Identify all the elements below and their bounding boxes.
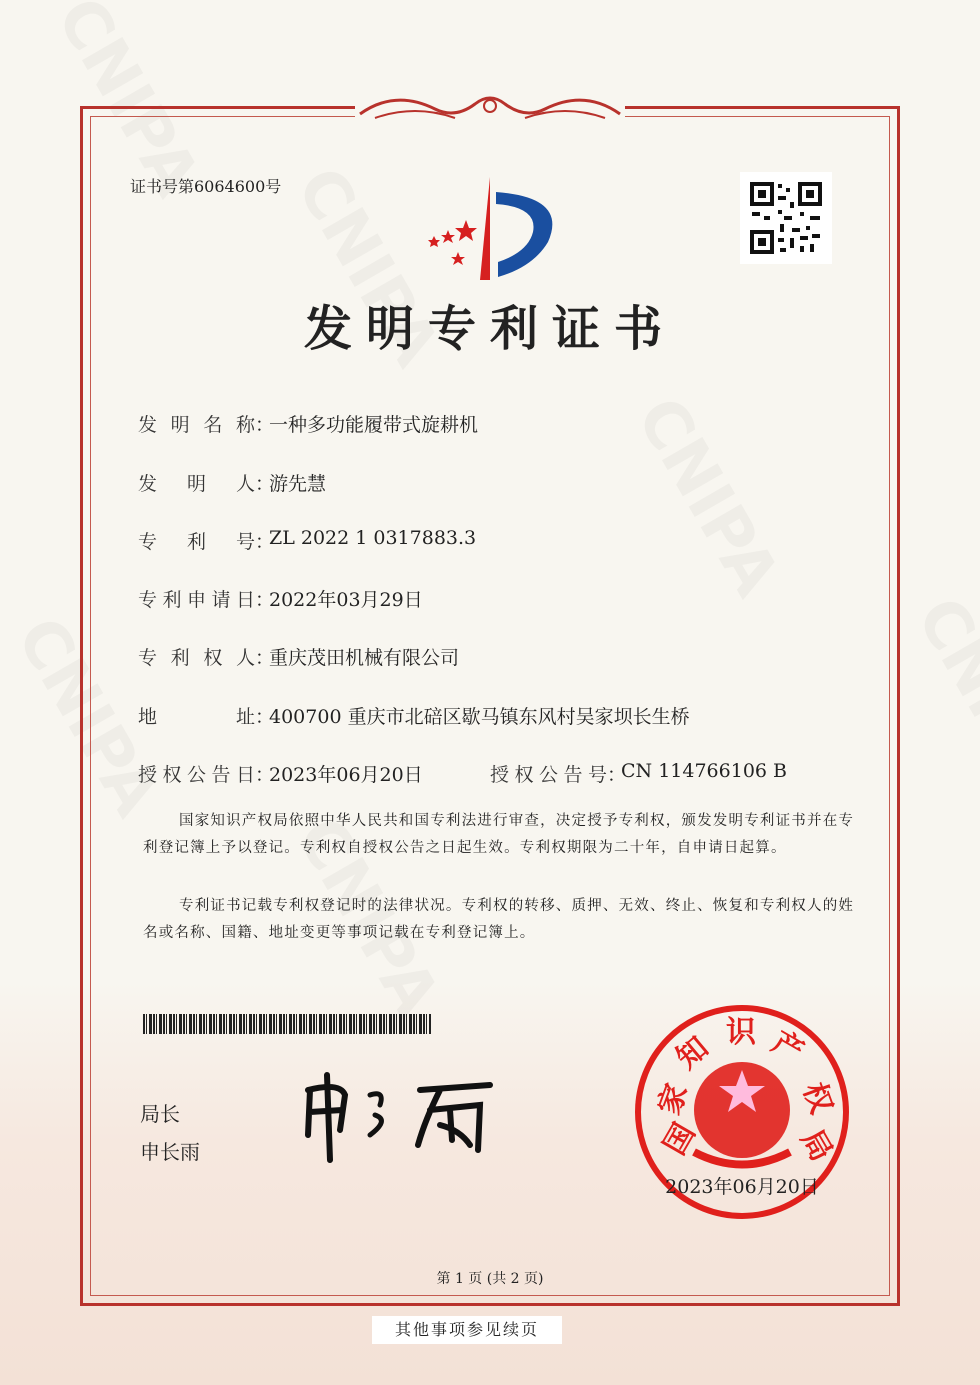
field-patentee [138, 643, 459, 670]
colon: ： [607, 764, 627, 786]
director-name: 申长雨 [140, 1140, 200, 1164]
field-label: 专利申请日 [138, 589, 255, 611]
field-value: 2022年03月29日 [269, 589, 423, 611]
field-label: 地址 [138, 706, 255, 728]
certificate-number: 证书号第6064600号 [130, 177, 282, 196]
field-value: 一种多功能履带式旋耕机 [269, 414, 479, 436]
svg-text:产: 产 [765, 1024, 810, 1070]
colon: ： [255, 764, 275, 786]
legal-paragraph-1: 国家知识产权局依照中华人民共和国专利法进行审查，决定授予专利权，颁发发明专利证书并在专利登记簿上予以登记。专利权自授权公告之日起生效。专利权期限为二十年，自申请日起算。 [143, 813, 855, 856]
page-number: 第 1 页 (共 2 页) [436, 1271, 544, 1287]
field-address [138, 702, 690, 729]
field-invention-name [138, 410, 478, 437]
field-patent-number [138, 527, 476, 554]
svg-text:知: 知 [669, 1030, 716, 1077]
watermark [902, 585, 980, 808]
colon: ： [255, 473, 275, 495]
svg-text:局: 局 [793, 1123, 840, 1168]
page-title: 发明专利证书 [303, 301, 676, 357]
field-value: ZL 2022 1 0317883.3 [269, 527, 477, 549]
qr-code [740, 172, 832, 264]
cnipa-logo [418, 172, 568, 286]
field-label: 专利号 [138, 531, 255, 553]
top-ornament [355, 84, 625, 128]
field-grant-date [138, 760, 423, 787]
legal-paragraph-2: 专利证书记载专利权登记时的法律状况。专利权的转移、质押、无效、终止、恢复和专利权人的姓名或名称、国籍、地址变更等事项记载在专利登记簿上。 [143, 898, 855, 941]
field-label: 专利权人 [138, 647, 255, 669]
field-application-date [138, 585, 423, 612]
official-seal [632, 1002, 852, 1222]
field-announcement-number [490, 760, 787, 787]
svg-text:国: 国 [657, 1117, 703, 1161]
field-value: 400700 重庆市北碚区歇马镇东风村吴家坝长生桥 [269, 706, 690, 728]
colon: ： [255, 647, 275, 669]
continuation-note: 其他事项参见续页 [372, 1316, 562, 1344]
colon: ： [255, 589, 275, 611]
field-inventor [138, 469, 326, 496]
field-value: 2023年06月20日 [269, 764, 423, 786]
colon: ： [255, 706, 275, 728]
field-label: 授权公告号 [490, 764, 607, 786]
svg-text:权: 权 [795, 1078, 839, 1119]
field-value: 游先慧 [269, 473, 327, 495]
field-value: CN 114766106 B [621, 760, 787, 782]
director-signature [300, 1060, 510, 1174]
director-title: 局长 [140, 1102, 180, 1126]
field-label: 发明名称 [138, 414, 255, 436]
field-label: 授权公告日 [138, 764, 255, 786]
svg-text:家: 家 [651, 1079, 696, 1120]
colon: ： [255, 531, 275, 553]
field-label: 发明人 [138, 473, 255, 495]
seal-date: 2023年06月20日 [665, 1176, 819, 1198]
colon: ： [255, 414, 275, 436]
barcode [143, 1014, 431, 1034]
svg-text:识: 识 [726, 1015, 756, 1050]
field-value: 重庆茂田机械有限公司 [269, 647, 460, 669]
